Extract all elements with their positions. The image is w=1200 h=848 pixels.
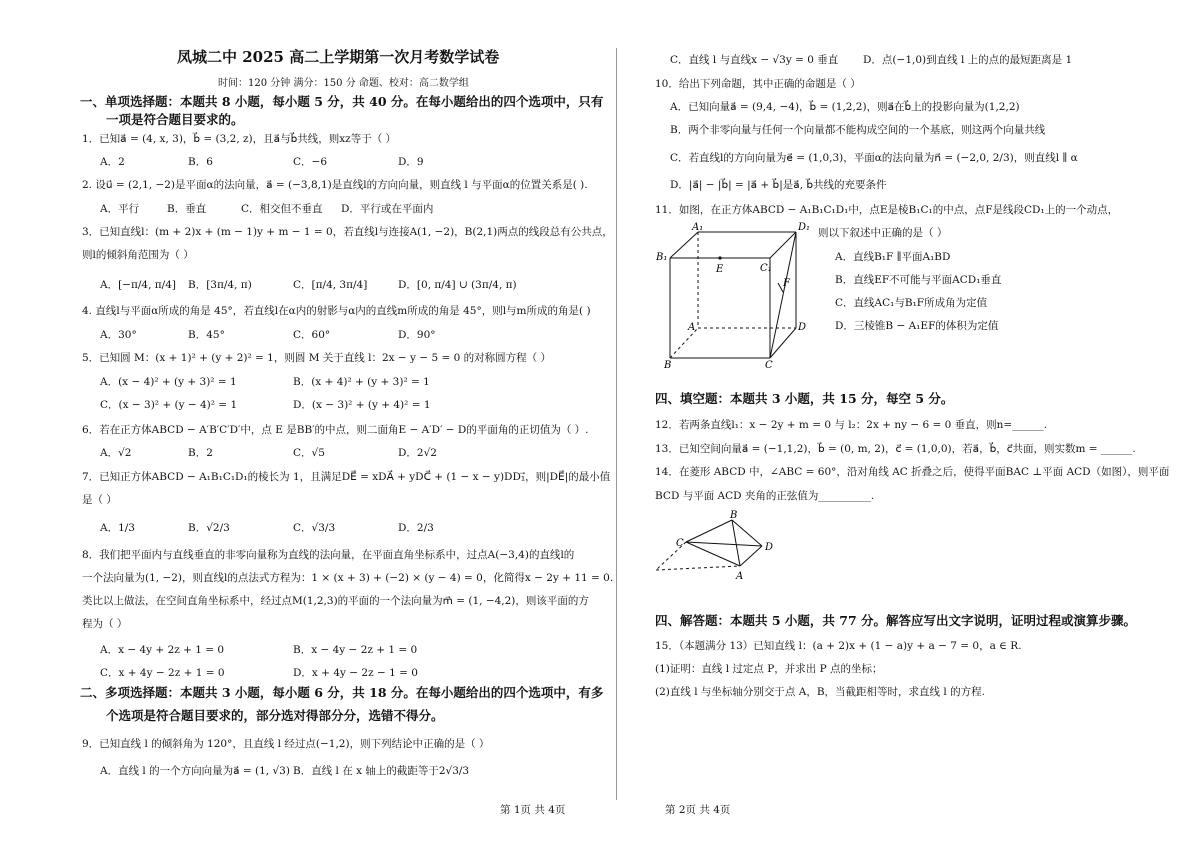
right-page xyxy=(648,0,1170,848)
edge-ba xyxy=(732,520,740,566)
edge-c1d1 xyxy=(770,232,796,258)
point-e xyxy=(718,256,721,259)
q12-stem: 12．若两条直线l₁：x − 2y + m = 0 与 l₂：2x + ny − 6 = 0 垂直，则n=______. xyxy=(655,419,1048,431)
label-d1: D₁ xyxy=(798,222,811,233)
q7-option-b: B．√2/3 xyxy=(188,522,230,534)
q11-stem: 11．如图，在正方体ABCD − A₁B₁C₁D₁中，点E是棱B₁C₁的中点，点F是线段CD₁上的一个动点， xyxy=(655,204,1119,216)
q5-option-a: A．(x − 4)² + (y + 3)² = 1 xyxy=(100,376,237,388)
q14-stem-cont: BCD 与平面 ACD 夹角的正弦值为__________. xyxy=(655,490,875,502)
label-b1: B₁ xyxy=(656,252,668,263)
q9-option-d: D．点(−1,0)到直线 l 上的点的最短距离是 1 xyxy=(863,54,1073,66)
q4-option-a: A．30° xyxy=(100,329,137,341)
q7-stem-cont: 是（ ） xyxy=(82,494,117,506)
q11-option-b: B．直线EF不可能与平面ACD₁垂直 xyxy=(835,274,1002,286)
fold-figure xyxy=(652,506,792,586)
q10-stem: 10．给出下列命题，其中正确的命题是（ ） xyxy=(655,78,861,90)
q8-option-b: B．x − 4y − 2z + 1 = 0 xyxy=(293,644,418,656)
q3-option-a: A．[−π/4, π/4] xyxy=(100,279,176,291)
left-page xyxy=(80,0,614,848)
q3-stem-cont: 则l的倾斜角范围为（ ） xyxy=(82,249,194,261)
footer-left-page-number: 第 1页 共 4页 xyxy=(500,804,566,816)
q7-option-a: A．1/3 xyxy=(100,522,135,534)
edge-cd xyxy=(770,328,796,358)
q8-option-a: A．x − 4y + 2z + 1 = 0 xyxy=(100,644,225,656)
q1-option-d: D．9 xyxy=(398,156,424,168)
label-c1: C₁ xyxy=(760,263,772,274)
q15-stem: 15．（本题满分 13）已知直线 l：(a + 2)x + (1 − a)y + a − 7 = 0，a ∈ R. xyxy=(655,640,1022,652)
q2-option-a: A．平行 xyxy=(100,203,140,215)
q5-option-b: B．(x + 4)² + (y + 3)² = 1 xyxy=(293,376,430,388)
q5-option-d: D．(x − 3)² + (y + 4)² = 1 xyxy=(293,399,431,411)
q10-option-a: A．已知向量a⃗ = (9,4, −4)，b⃗ = (1,2,2)，则a⃗在b⃗上的投影向量为(1,2,2) xyxy=(670,101,1020,113)
section-2-heading-cont: 个选项是符合题目要求的，部分选对得部分分，选错不得分。 xyxy=(106,708,444,723)
q2-option-d: D．平行或在平面内 xyxy=(341,203,434,215)
fold-label-d: D xyxy=(765,542,774,553)
segment-cd1 xyxy=(770,232,796,358)
q11-option-d: D．三棱锥B − A₁EF的体积为定值 xyxy=(835,320,999,332)
q15-part-2: (2)直线 l 与坐标轴分别交于点 A，B，当截距相等时，求直线 l 的方程. xyxy=(655,686,985,698)
footer-right-page-number: 第 2页 共 4页 xyxy=(665,804,731,816)
q4-stem: 4. 直线l与平面α所成的角是 45°，若直线l在α内的射影与α内的直线m所成的角是 45°，则l与m所成的角是( ) xyxy=(82,305,591,317)
edge-bd xyxy=(732,520,762,546)
fold-label-b: B xyxy=(730,510,738,521)
label-f: F xyxy=(783,278,790,289)
label-a1: A₁ xyxy=(692,222,704,233)
q8-option-d: D．x + 4y − 2z − 1 = 0 xyxy=(293,667,418,679)
q1-option-a: A．2 xyxy=(100,156,125,168)
q11-stem-cont: 则以下叙述中正确的是（ ） xyxy=(818,227,948,239)
page-divider xyxy=(616,48,617,800)
fold-label-a: A xyxy=(736,571,744,582)
q11-option-c: C．直线AC₁与B₁F所成角为定值 xyxy=(835,297,988,309)
q8-stem-cont-2: 类比以上做法，在空间直角坐标系中，经过点M(1,2,3)的平面的一个法向量为m⃗ = (1, −4,2)，则该平面的方 xyxy=(82,595,589,607)
q1-option-b: B．6 xyxy=(188,156,213,168)
label-b: B xyxy=(664,360,672,370)
q7-stem: 7．已知正方体ABCD − A₁B₁C₁D₁的棱长为 1，且满足DE⃗ = xDA⃗ + yDC⃗ + (1 − x − y)DD₁⃗，则|DE⃗|的最小值 xyxy=(82,471,611,483)
edge-b1a1 xyxy=(670,232,698,258)
section-3-heading: 四、填空题：本题共 3 小题，共 15 分，每空 5 分。 xyxy=(655,391,954,406)
q3-option-c: C．[π/4, 3π/4] xyxy=(293,279,368,291)
q11-option-a: A．直线B₁F ∥平面A₁BD xyxy=(835,251,951,263)
q4-option-d: D．90° xyxy=(398,329,436,341)
q8-option-c: C．x + 4y − 2z + 1 = 0 xyxy=(100,667,225,679)
q7-option-c: C．√3/3 xyxy=(293,522,336,534)
section-4-heading: 四、解答题：本题共 5 小题，共 77 分。解答应写出文字说明，证明过程或演算步骤。 xyxy=(655,613,1137,628)
edge-cd xyxy=(686,542,762,546)
fold-label-c: C xyxy=(676,538,684,549)
label-e: E xyxy=(716,264,724,275)
q3-option-d: D．[0, π/4] ∪ (3π/4, π) xyxy=(398,279,517,291)
q10-option-b: B．两个非零向量与任何一个向量都不能构成空间的一个基底，则这两个向量共线 xyxy=(670,124,1046,136)
q9-stem: 9．已知直线 l 的倾斜角为 120°，且直线 l 经过点(−1,2)，则下列结论中正确的是（ ） xyxy=(82,738,490,750)
q4-option-b: B．45° xyxy=(188,329,225,341)
q3-stem: 3．已知直线l：(m + 2)x + (m − 1)y + m − 1 = 0，若直线l与连接A(1, −2)，B(2,1)两点的线段总有公共点， xyxy=(82,226,613,238)
cube-figure xyxy=(656,220,816,370)
q3-option-b: B．[3π/4, π) xyxy=(188,279,252,291)
exam-title: 凤城二中 2025 高二上学期第一次月考数学试卷 xyxy=(177,48,500,66)
label-d: D xyxy=(798,322,807,333)
q8-stem: 8．我们把平面内与直线垂直的非零向量称为直线的法向量，在平面直角坐标系中，过点A(−3,4)的直线l的 xyxy=(82,549,575,561)
q6-option-b: B．2 xyxy=(188,447,213,459)
q14-stem: 14．在菱形 ABCD 中，∠ABC = 60°，沿对角线 AC 折叠之后，使得平面BAC ⊥平面 ACD（如图），则平面 xyxy=(655,466,1170,478)
q6-stem: 6．若在正方体ABCD − A′B′C′D′中，点 E 是BB′的中点，则二面角E − A′D′ − D的平面角的正切值为（ ）. xyxy=(82,424,589,436)
section-1-heading: 一、单项选择题：本题共 8 小题，每小题 5 分，共 40 分。在每小题给出的四个选项中，只有 xyxy=(80,94,604,109)
q7-option-d: D．2/3 xyxy=(398,522,434,534)
q13-stem: 13．已知空间向量a⃗ = (−1,1,2)，b⃗ = (0, m, 2)，c⃗ = (1,0,0)，若a⃗，b⃗，c⃗共面，则实数m = ______. xyxy=(655,443,1136,455)
q2-stem: 2. 设u⃗ = (2,1, −2)是平面α的法向量，a⃗ = (−3,8,1)是直线l的方向向量，则直线 l 与平面α的位置关系是( ). xyxy=(82,179,588,191)
q5-stem: 5．已知圆 M：(x + 1)² + (y + 2)² = 1，则圆 M 关于直线 l：2x − y − 5 = 0 的对称圆方程（ ） xyxy=(82,352,551,364)
q6-option-c: C．√5 xyxy=(293,447,325,459)
q8-stem-cont-3: 程为（ ） xyxy=(82,618,128,630)
q1-option-c: C．−6 xyxy=(293,156,328,168)
q2-option-c: C．相交但不垂直 xyxy=(241,203,323,215)
label-c: C xyxy=(765,360,773,370)
q1-stem: 1．已知a⃗ = (4, x, 3)，b⃗ = (3,2, z)，且a⃗与b⃗共线，则xz等于（ ） xyxy=(82,133,397,145)
q15-part-1: (1)证明：直线 l 过定点 P，并求出 P 点的坐标； xyxy=(655,663,883,675)
q9-option-a: A．直线 l 的一个方向向量为a⃗ = (1, √3) xyxy=(100,765,290,777)
q2-option-b: B．垂直 xyxy=(167,203,207,215)
q4-option-c: C．60° xyxy=(293,329,331,341)
edge-ad xyxy=(740,546,762,566)
q9-option-c: C．直线 l 与直线x − √3y = 0 垂直 xyxy=(670,54,839,66)
q5-option-c: C．(x − 3)² + (y − 4)² = 1 xyxy=(100,399,238,411)
q6-option-d: D．2√2 xyxy=(398,447,437,459)
q10-option-c: C．若直线l的方向向量为e⃗ = (1,0,3)，平面α的法向量为n⃗ = (−2,0, 2/3)，则直线l ∥ α xyxy=(670,152,1078,164)
edge-cb xyxy=(686,520,732,542)
plane-base-hidden xyxy=(656,566,740,570)
exam-meta: 时间：120 分钟 满分：150 分 命题、校对：高二数学组 xyxy=(218,78,469,89)
label-a: A xyxy=(688,322,696,333)
q6-option-a: A．√2 xyxy=(100,447,132,459)
q10-option-d: D．|a⃗| − |b⃗| = |a⃗ + b⃗|是a⃗, b⃗共线的充要条件 xyxy=(670,179,887,191)
section-1-heading-cont: 一项是符合题目要求的。 xyxy=(106,112,244,127)
q8-stem-cont-1: 一个法向量为(1, −2)，则直线l的点法式方程为：1 × (x + 3) + (−2) × (y − 4) = 0，化简得x − 2y + 11 = 0. xyxy=(82,572,614,584)
edge-ca xyxy=(686,542,740,566)
q9-option-b: B．直线 l 在 x 轴上的截距等于2√3/3 xyxy=(293,765,470,777)
section-2-heading: 二、多项选择题：本题共 3 小题，每小题 6 分，共 18 分。在每小题给出的四个选项中，有多 xyxy=(80,685,604,700)
